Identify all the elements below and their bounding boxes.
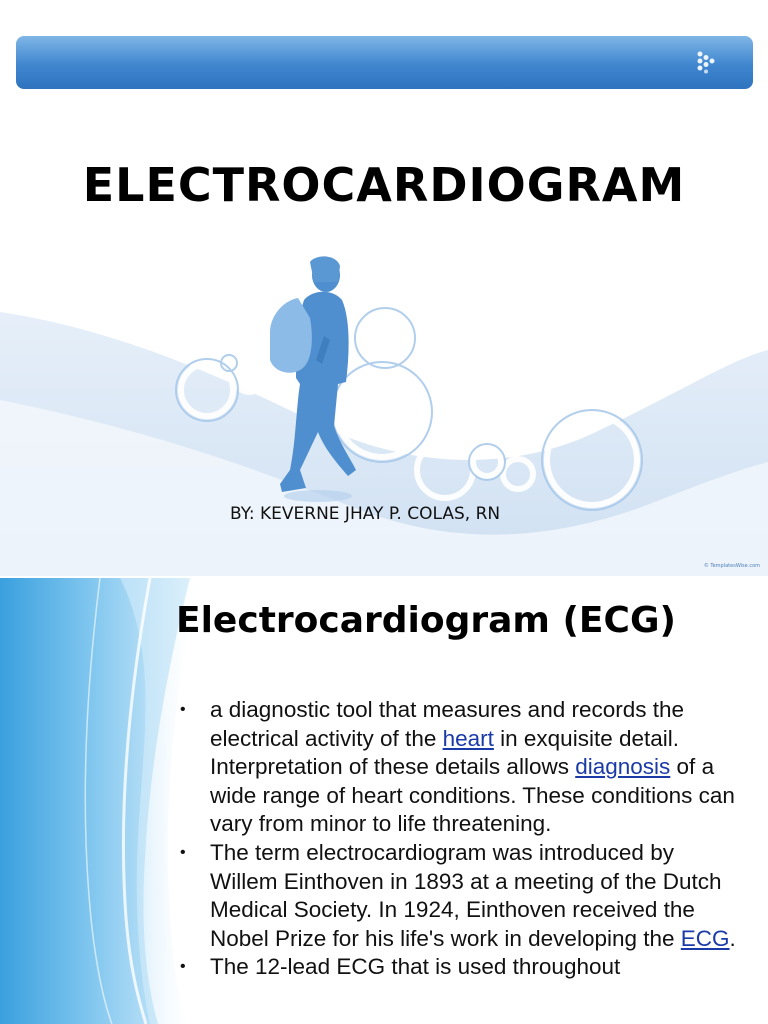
- heart-link[interactable]: heart: [442, 725, 494, 751]
- bullet-marker: •: [180, 958, 186, 976]
- content-slide: [0, 578, 768, 1024]
- bullet-text: of a wide range of heart conditions. These conditions can vary from minor to life threatening.: [210, 754, 735, 837]
- bullet-text: .: [729, 925, 736, 951]
- slide-title: ELECTROCARDIOGRAM: [82, 158, 686, 212]
- diagnosis-link[interactable]: diagnosis: [575, 754, 671, 780]
- author-byline: BY: KEVERNE JHAY P. COLAS, RN: [230, 504, 501, 524]
- template-credit: © TemplatesWise.com: [703, 563, 760, 569]
- bullet-text: The 12-lead ECG that is used throughout: [210, 954, 621, 980]
- bullet-marker: •: [180, 701, 186, 718]
- bullet-text: a diagnostic tool that measures and records the electrical activity of the: [210, 697, 685, 751]
- list-item: [180, 839, 740, 953]
- list-item: [180, 953, 740, 982]
- ecg-link[interactable]: ECG: [680, 925, 730, 951]
- bullet-text: in exquisite detail. Interpretation of these details allows: [210, 725, 679, 780]
- bullet-text: The term electrocardiogram was introduced by Willem Einthoven in 1893 at a meeting of the Dutch Medical Society. In 1924, Einthoven received the Nobel Prize for his life's work in developing the: [210, 839, 722, 951]
- bullet-marker: •: [180, 843, 186, 861]
- bullet-list: [180, 696, 740, 982]
- list-item: [180, 696, 740, 839]
- slide-title: Electrocardiogram (ECG): [176, 600, 676, 641]
